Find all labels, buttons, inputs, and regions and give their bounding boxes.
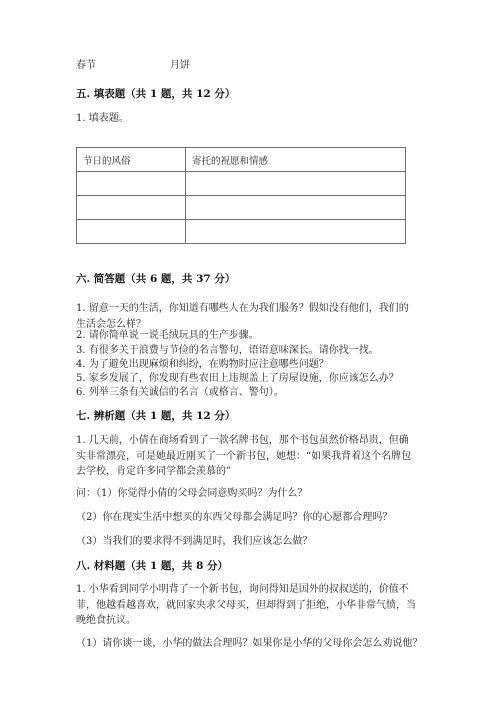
analysis-sub-3: （3）当我们的要求得不到满足时，我们应该怎么做？ — [76, 536, 313, 547]
section5-heading: 五. 填表题（共 1 题，共 12 分） — [76, 88, 236, 100]
table-cell — [186, 172, 406, 196]
table-cell — [77, 172, 186, 196]
table-cell — [186, 220, 406, 244]
analysis-question: 1. 几天前，小倩在商场看到了一款名牌书包，那个书包虽然价格昂贵，但确实非常漂亮，可是她最近刚买了一个新书包，她想：“如果我背着这个名牌包去学校，肯定许多同学都会羡慕的” — [76, 435, 412, 477]
table-cell — [77, 220, 186, 244]
section6-heading: 六. 简答题（共 6 题，共 37 分） — [76, 273, 236, 285]
material-sub-1: （1）请你谈一谈，小华的做法合理吗？如果你是小华的父母你会怎么劝说他？ — [76, 638, 423, 649]
short-answer-item-4: 4. 为了避免出现麻烦和纠纷，在购物时应注意哪些问题？ — [76, 359, 329, 370]
short-answer-item-2: 2. 请你简单说一说毛绒玩具的生产步骤。 — [76, 330, 259, 341]
short-answer-item-5: 5. 家乡发展了，你发现有些农田上违规盖上了房屋设施，你应该怎么办？ — [76, 373, 399, 384]
table-cell — [186, 196, 406, 220]
table-header-row — [77, 148, 406, 172]
short-answer-item-1: 1. 留意一天的生活，你知道有哪些人在为我们服务？假如没有他们，我们的生活会怎么样？ — [76, 303, 409, 330]
table-row — [77, 196, 406, 220]
section8-heading: 八. 材料题（共 1 题，共 8 分） — [76, 560, 229, 572]
table-header-customs: 节日的风俗 — [77, 148, 186, 172]
table-row — [77, 220, 406, 244]
analysis-sub-2: （2）你在现实生活中想买的东西父母都会满足吗？你的心愿都合理吗？ — [76, 512, 393, 523]
fill-in-table — [76, 147, 406, 244]
section7-heading: 七. 辨析题（共 1 题，共 12 分） — [76, 410, 236, 422]
material-question: 1. 小华看到同学小明背了一个新书包，询问得知是国外的叔叔送的，价值不菲，他越看越喜欢，就回家央求父母买，但却得到了拒绝，小华非常气愤，当晚绝食抗议。 — [76, 584, 416, 626]
short-answer-item-3: 3. 有很多关于浪费与节俭的名言警句，语语意味深长。请你找一找。 — [76, 345, 379, 356]
table-row — [77, 172, 406, 196]
food-label: 月饼 — [170, 60, 190, 71]
festival-label: 春节 — [76, 60, 96, 71]
analysis-sub-1: 问：（1）你觉得小倩的父母会同意购买吗？为什么？ — [76, 488, 308, 499]
short-answer-item-6: 6. 列举三条有关诚信的名言（或格言、警句）。 — [76, 387, 284, 398]
section5-question: 1. 填表题。 — [76, 113, 129, 124]
table-header-wishes: 寄托的祝愿和情感 — [186, 148, 406, 172]
table-cell — [77, 196, 186, 220]
